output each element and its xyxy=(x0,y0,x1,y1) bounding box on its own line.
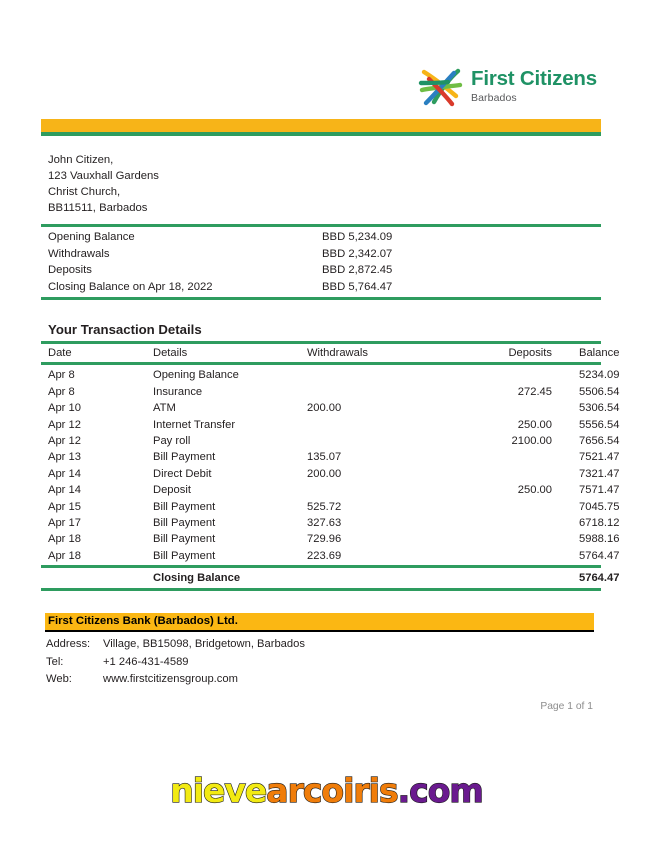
footer-web-label: Web: xyxy=(46,673,72,686)
cell-details: Bill Payment xyxy=(153,549,216,562)
cell-withdrawals: 525.72 xyxy=(307,500,342,513)
cell-withdrawals: 200.00 xyxy=(307,402,342,415)
footer-web-value[interactable]: www.firstcitizensgroup.com xyxy=(103,673,238,686)
summary-bottom-rule xyxy=(41,297,601,300)
cell-balance: 5306.54 xyxy=(579,402,620,415)
cell-deposits: 2100.00 xyxy=(511,434,552,447)
column-header-details: Details xyxy=(153,347,188,359)
cell-balance: 7656.54 xyxy=(579,434,620,447)
cell-deposits xyxy=(490,400,552,416)
cell-withdrawals: 135.07 xyxy=(307,451,342,464)
addressee-line-2: 123 Vauxhall Gardens xyxy=(48,170,159,183)
cell-details: Insurance xyxy=(153,385,203,398)
cell-balance: 5556.54 xyxy=(579,418,620,431)
cell-balance: 7045.75 xyxy=(579,500,620,513)
addressee-line-3: Christ Church, xyxy=(48,186,121,199)
table-row xyxy=(41,433,620,449)
cell-date: Apr 18 xyxy=(48,549,81,562)
table-row xyxy=(41,548,620,564)
cell-details: ATM xyxy=(153,402,176,415)
cell-deposits xyxy=(490,466,552,482)
cell-balance: 5506.54 xyxy=(579,385,620,398)
cell-withdrawals: 223.69 xyxy=(307,549,342,562)
closing-balance-deposits xyxy=(490,570,552,586)
footer-address-label: Address: xyxy=(46,638,91,650)
cell-deposits xyxy=(490,515,552,531)
footer-tel-label: Tel: xyxy=(46,655,64,668)
cell-date: Apr 15 xyxy=(48,500,81,513)
summary-label: Withdrawals xyxy=(48,247,110,260)
cell-deposits xyxy=(490,531,552,547)
column-header-withdrawals: Withdrawals xyxy=(307,347,368,359)
footer-web-line xyxy=(46,671,305,689)
cell-date: Apr 18 xyxy=(48,533,81,546)
cell-details: Opening Balance xyxy=(153,369,239,382)
cell-withdrawals xyxy=(307,384,490,400)
summary-value: BBD 5,234.09 xyxy=(322,231,393,243)
table-row xyxy=(41,482,620,498)
page-number: Page 1 of 1 xyxy=(540,701,593,712)
summary-value: BBD 2,342.07 xyxy=(322,247,393,260)
table-bottom-rule xyxy=(41,588,601,591)
footer-address-line xyxy=(46,636,305,654)
footer-black-rule xyxy=(45,630,594,632)
closing-balance-amount: 5764.47 xyxy=(579,572,620,585)
table-row xyxy=(41,515,620,531)
cell-deposits xyxy=(490,367,552,383)
column-header-balance: Balance xyxy=(579,347,620,359)
summary-value: BBD 2,872.45 xyxy=(322,264,393,276)
first-citizens-starburst-icon xyxy=(418,66,464,108)
cell-details: Pay roll xyxy=(153,434,191,447)
summary-row xyxy=(41,229,601,246)
transactions-table xyxy=(41,341,620,591)
addressee-line-4: BB11511, Barbados xyxy=(48,202,148,215)
summary-label: Deposits xyxy=(48,264,92,276)
cell-date: Apr 13 xyxy=(48,451,81,464)
page-title: Your Transaction Details xyxy=(48,322,202,337)
cell-details: Bill Payment xyxy=(153,451,216,464)
closing-balance-row xyxy=(41,568,620,588)
cell-details: Bill Payment xyxy=(153,516,216,529)
cell-deposits: 272.45 xyxy=(517,385,552,398)
cell-date: Apr 12 xyxy=(48,434,81,447)
cell-details: Bill Payment xyxy=(153,500,216,513)
cell-deposits xyxy=(490,449,552,465)
cell-balance: 5234.09 xyxy=(579,369,620,382)
table-header xyxy=(41,344,620,362)
footer-company-band xyxy=(45,613,594,630)
summary-row-list xyxy=(41,227,601,297)
cell-details: Bill Payment xyxy=(153,533,216,546)
cell-balance: 7521.47 xyxy=(579,451,620,464)
cell-withdrawals xyxy=(307,367,490,383)
cell-balance: 7321.47 xyxy=(579,467,620,480)
footer-contact-block xyxy=(46,636,305,689)
column-header-date: Date xyxy=(48,347,72,359)
account-summary xyxy=(41,224,601,300)
cell-deposits: 250.00 xyxy=(517,418,552,431)
cell-balance: 6718.12 xyxy=(579,516,620,529)
cell-details: Direct Debit xyxy=(153,467,212,480)
cell-balance: 5988.16 xyxy=(579,533,620,546)
watermark-part-2: arcoiris xyxy=(266,771,398,810)
cell-details: Internet Transfer xyxy=(153,418,236,431)
table-row xyxy=(41,531,620,547)
cell-withdrawals: 200.00 xyxy=(307,467,342,480)
watermark-part-3: .com xyxy=(397,771,483,810)
column-header-deposits: Deposits xyxy=(508,347,552,359)
logo-subtitle: Barbados xyxy=(471,91,517,104)
cell-date: Apr 17 xyxy=(48,516,81,529)
table-row xyxy=(41,400,620,416)
header-yellow-band xyxy=(41,119,601,132)
footer-address-value: Village, BB15098, Bridgetown, Barbados xyxy=(103,638,305,650)
closing-balance-date xyxy=(41,570,153,586)
site-watermark xyxy=(0,771,653,810)
bank-logo xyxy=(418,66,597,108)
summary-row xyxy=(41,262,601,279)
cell-details: Deposit xyxy=(153,484,191,497)
summary-label: Closing Balance on Apr 18, 2022 xyxy=(48,280,213,293)
cell-date: Apr 12 xyxy=(48,418,81,431)
closing-balance-label: Closing Balance xyxy=(153,572,241,585)
watermark-part-1: nieve xyxy=(170,771,267,810)
cell-date: Apr 8 xyxy=(48,369,75,382)
table-row xyxy=(41,466,620,482)
summary-value: BBD 5,764.47 xyxy=(322,280,393,293)
cell-withdrawals xyxy=(307,417,490,433)
cell-withdrawals xyxy=(307,482,490,498)
summary-row xyxy=(41,279,601,296)
closing-balance-withdrawals xyxy=(307,570,490,586)
logo-name: First Citizens xyxy=(471,67,597,90)
table-row xyxy=(41,384,620,400)
cell-withdrawals: 327.63 xyxy=(307,516,342,529)
footer-company-name: First Citizens Bank (Barbados) Ltd. xyxy=(48,615,238,627)
table-row xyxy=(41,417,620,433)
cell-date: Apr 14 xyxy=(48,484,81,497)
header-green-rule xyxy=(41,132,601,136)
table-row xyxy=(41,449,620,465)
table-body xyxy=(41,365,620,565)
footer-tel-value: +1 246-431-4589 xyxy=(103,655,189,668)
addressee-line-1: John Citizen, xyxy=(48,154,114,166)
summary-row xyxy=(41,246,601,263)
cell-balance: 5764.47 xyxy=(579,549,620,562)
cell-date: Apr 10 xyxy=(48,402,81,415)
cell-withdrawals xyxy=(307,433,490,449)
footer-tel-line xyxy=(46,654,305,672)
table-row xyxy=(41,499,620,515)
cell-date: Apr 8 xyxy=(48,385,75,398)
cell-deposits xyxy=(490,499,552,515)
cell-balance: 7571.47 xyxy=(579,484,620,497)
cell-deposits: 250.00 xyxy=(517,484,552,497)
table-row xyxy=(41,367,620,383)
cell-date: Apr 14 xyxy=(48,467,81,480)
cell-withdrawals: 729.96 xyxy=(307,533,342,546)
addressee-block xyxy=(48,152,448,216)
summary-label: Opening Balance xyxy=(48,231,135,243)
cell-deposits xyxy=(490,548,552,564)
